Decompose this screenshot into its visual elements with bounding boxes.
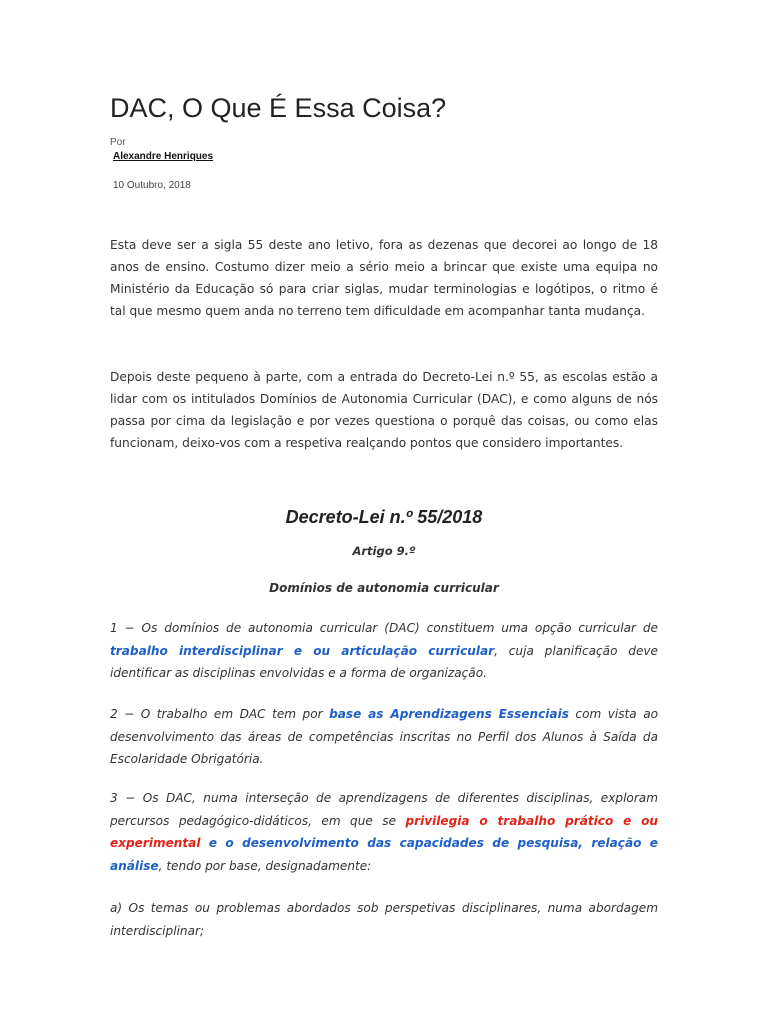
law-item-2-text: 2 − O trabalho em DAC tem por xyxy=(110,707,330,721)
law-item-3a: a) Os temas ou problemas abordados sob perspetivas disciplinares, numa abordagem interdisciplinar; xyxy=(110,901,658,938)
intro-paragraph-1: Esta deve ser a sigla 55 deste ano letivo, fora as dezenas que decorei ao longo de 18 anos de ensino. Costumo dizer meio a sério meio a brincar que existe uma equipa no Ministério da Educação só para criar siglas, mudar terminologias e logótipos, o ritmo é tal que mesmo quem anda no terreno tem dificuldade em acompanhar tanta mudança. xyxy=(110,238,658,318)
law-item-2-tail: com vista ao desenvolvimento das áreas de competências inscritas no Perfil dos Alunos à Saída da Escolaridade Obrigatória. xyxy=(110,707,658,766)
law-item-1-text: 1 − Os domínios de autonomia curricular (DAC) constituem uma opção curricular de xyxy=(110,621,658,635)
byline-label: Por xyxy=(110,137,126,148)
article-subheading: Domínios de autonomia curricular xyxy=(269,581,499,595)
law-item-2 xyxy=(110,703,658,771)
law-item-3-text: 3 − Os DAC, numa interseção de aprendizagens de diferentes disciplinas, exploram percursos pedagógico-didáticos, em que se xyxy=(110,791,658,828)
decree-title: Decreto-Lei n.º 55/2018 xyxy=(285,507,483,527)
article-title: DAC, O Que É Essa Coisa? xyxy=(110,93,447,123)
law-item-3 xyxy=(110,787,658,877)
law-item-3-tail: , tendo por base, designadamente: xyxy=(158,858,372,873)
author-link[interactable]: Alexandre Henriques xyxy=(113,151,214,162)
law-item-3-highlight-red: privilegia o trabalho prático e ou experimental xyxy=(110,813,658,850)
law-item-1 xyxy=(110,617,658,685)
law-item-2-highlight: base as Aprendizagens Essenciais xyxy=(329,707,569,721)
publish-date: 10 Outubro, 2018 xyxy=(113,180,191,191)
law-item-3-highlight-blue-2: relação e análise xyxy=(110,836,659,873)
intro-paragraph-2: Depois deste pequeno à parte, com a entrada do Decreto-Lei n.º 55, as escolas estão a lidar com os intitulados Domínios de Autonomia Curricular (DAC), e como alguns de nós passa por cima da legislação e por vezes questiona o porquê das coisas, ou como elas funcionam, deixo-vos com a respetiva realçando pontos que considero importantes. xyxy=(110,370,658,450)
law-item-1-highlight: trabalho interdisciplinar e ou articulação curricular xyxy=(110,643,495,658)
law-item-1-tail: , cuja planificação deve identificar as disciplinas envolvidas e a forma de organização. xyxy=(110,643,658,680)
law-item-3-highlight-blue-1: e o desenvolvimento das capacidades de pesquisa, xyxy=(200,836,583,850)
article-heading: Artigo 9.º xyxy=(352,544,416,558)
